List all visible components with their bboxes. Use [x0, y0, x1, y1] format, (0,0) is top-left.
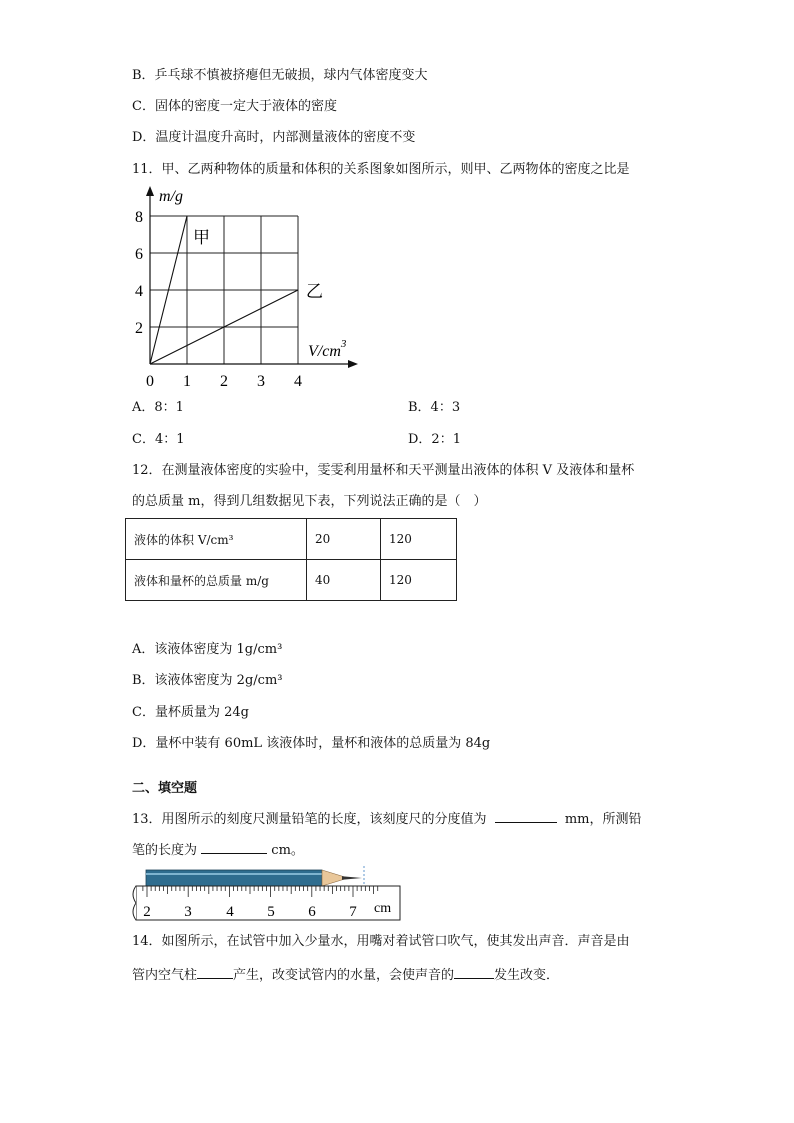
- q14-text-a: 管内空气柱: [132, 968, 198, 983]
- q14-blank-2[interactable]: [454, 964, 494, 979]
- q12-option-a: A．该液体密度为 1g/cm³: [132, 642, 283, 657]
- ruler-label-7: 7: [349, 904, 357, 920]
- q11-option-d: D．2：1: [408, 432, 461, 447]
- ruler-label-3: 3: [184, 904, 192, 920]
- q10-option-d: D．温度计温度升高时，内部测量液体的密度不变: [132, 130, 416, 145]
- y-tick-6: 6: [135, 246, 143, 263]
- q12-stem-line1: 12．在测量液体密度的实验中，雯雯利用量杯和天平测量出液体的体积 V 及液体和量杯: [132, 463, 635, 478]
- line-label-jia: 甲: [193, 228, 210, 247]
- q12-option-c: C．量杯质量为 24g: [132, 705, 249, 720]
- q13-text-pre: 13．用图所示的刻度尺测量铅笔的长度，该刻度尺的分度值为: [132, 812, 487, 827]
- x-axis-label-main: V/cm: [308, 343, 341, 360]
- q11-option-c: C．4：1: [132, 432, 185, 447]
- y-tick-2: 2: [135, 320, 143, 337]
- x-axis-label-exp: 3: [340, 338, 347, 350]
- q14-line1: 14．如图所示，在试管中加入少量水，用嘴对着试管口吹气，使其发出声音．声音是由: [132, 934, 630, 949]
- pencil-tip: [342, 876, 362, 880]
- q11-stem: 11．甲、乙两种物体的质量和体积的关系图象如图所示，则甲、乙两物体的密度之比是: [132, 162, 630, 177]
- q13-blank-1[interactable]: [495, 808, 557, 823]
- q11-option-b: B．4：3: [408, 400, 461, 415]
- q13-line2: [132, 839, 304, 861]
- mass-volume-graph: [125, 183, 370, 393]
- q12-option-d: D．量杯中装有 60mL 该液体时，量杯和液体的总质量为 84g: [132, 736, 491, 751]
- y-axis-arrow: [146, 186, 154, 196]
- ruler-label-2: 2: [143, 904, 151, 920]
- table-row: [126, 519, 457, 560]
- ruler-unit: cm: [374, 901, 392, 916]
- q14-blank-1[interactable]: [197, 964, 233, 979]
- x-tick-2: 2: [220, 373, 228, 390]
- table-cell: 40: [307, 560, 381, 601]
- ruler-pencil-figure: [130, 864, 410, 926]
- x-tick-4: 4: [294, 373, 302, 390]
- x-tick-3: 3: [257, 373, 265, 390]
- y-axis-label: m/g: [159, 188, 183, 205]
- x-tick-1: 1: [183, 373, 191, 390]
- ruler-label-6: 6: [308, 904, 316, 920]
- q13-blank-2[interactable]: [201, 839, 267, 854]
- x-tick-0: 0: [146, 373, 154, 390]
- table-cell: 120: [381, 560, 457, 601]
- line-label-yi: 乙: [306, 282, 323, 301]
- q14-text-b: 产生，改变试管内的水量，会使声音的: [233, 968, 455, 983]
- pencil-body: [146, 870, 322, 886]
- y-tick-4: 4: [135, 283, 143, 300]
- q13-text-post2: cm。: [271, 843, 304, 858]
- q13-text-post: mm，所测铅: [564, 812, 642, 827]
- section-heading-fill-in: 二、填空题: [132, 781, 198, 796]
- graph-axes: [146, 186, 358, 368]
- table-cell: 液体和量杯的总质量 m/g: [126, 560, 307, 601]
- q13-text-pre2: 笔的长度为: [132, 843, 198, 858]
- q10-option-c: C．固体的密度一定大于液体的密度: [132, 99, 337, 114]
- q13-line1: [132, 808, 641, 830]
- q12-option-b: B．该液体密度为 2g/cm³: [132, 673, 283, 688]
- x-axis-arrow: [348, 360, 358, 368]
- ruler-break: [133, 886, 136, 920]
- q14-text-c: 发生改变．: [494, 968, 560, 983]
- graph-grid: [150, 216, 298, 364]
- table-cell: 120: [381, 519, 457, 560]
- table-cell: 液体的体积 V/cm³: [126, 519, 307, 560]
- q12-data-table: [125, 518, 457, 601]
- pencil-icon: [146, 870, 362, 886]
- y-tick-8: 8: [135, 209, 143, 226]
- q11-option-a: A．8：1: [132, 400, 184, 415]
- table-row: [126, 560, 457, 601]
- x-axis-label: [308, 338, 347, 360]
- q10-option-b: B．乒乓球不慎被挤瘪但无破损，球内气体密度变大: [132, 68, 428, 83]
- table-cell: 20: [307, 519, 381, 560]
- q12-stem-line2: 的总质量 m，得到几组数据见下表，下列说法正确的是（ ）: [132, 494, 487, 509]
- ruler-label-4: 4: [226, 904, 234, 920]
- q14-line2: [132, 964, 559, 986]
- ruler-label-5: 5: [267, 904, 275, 920]
